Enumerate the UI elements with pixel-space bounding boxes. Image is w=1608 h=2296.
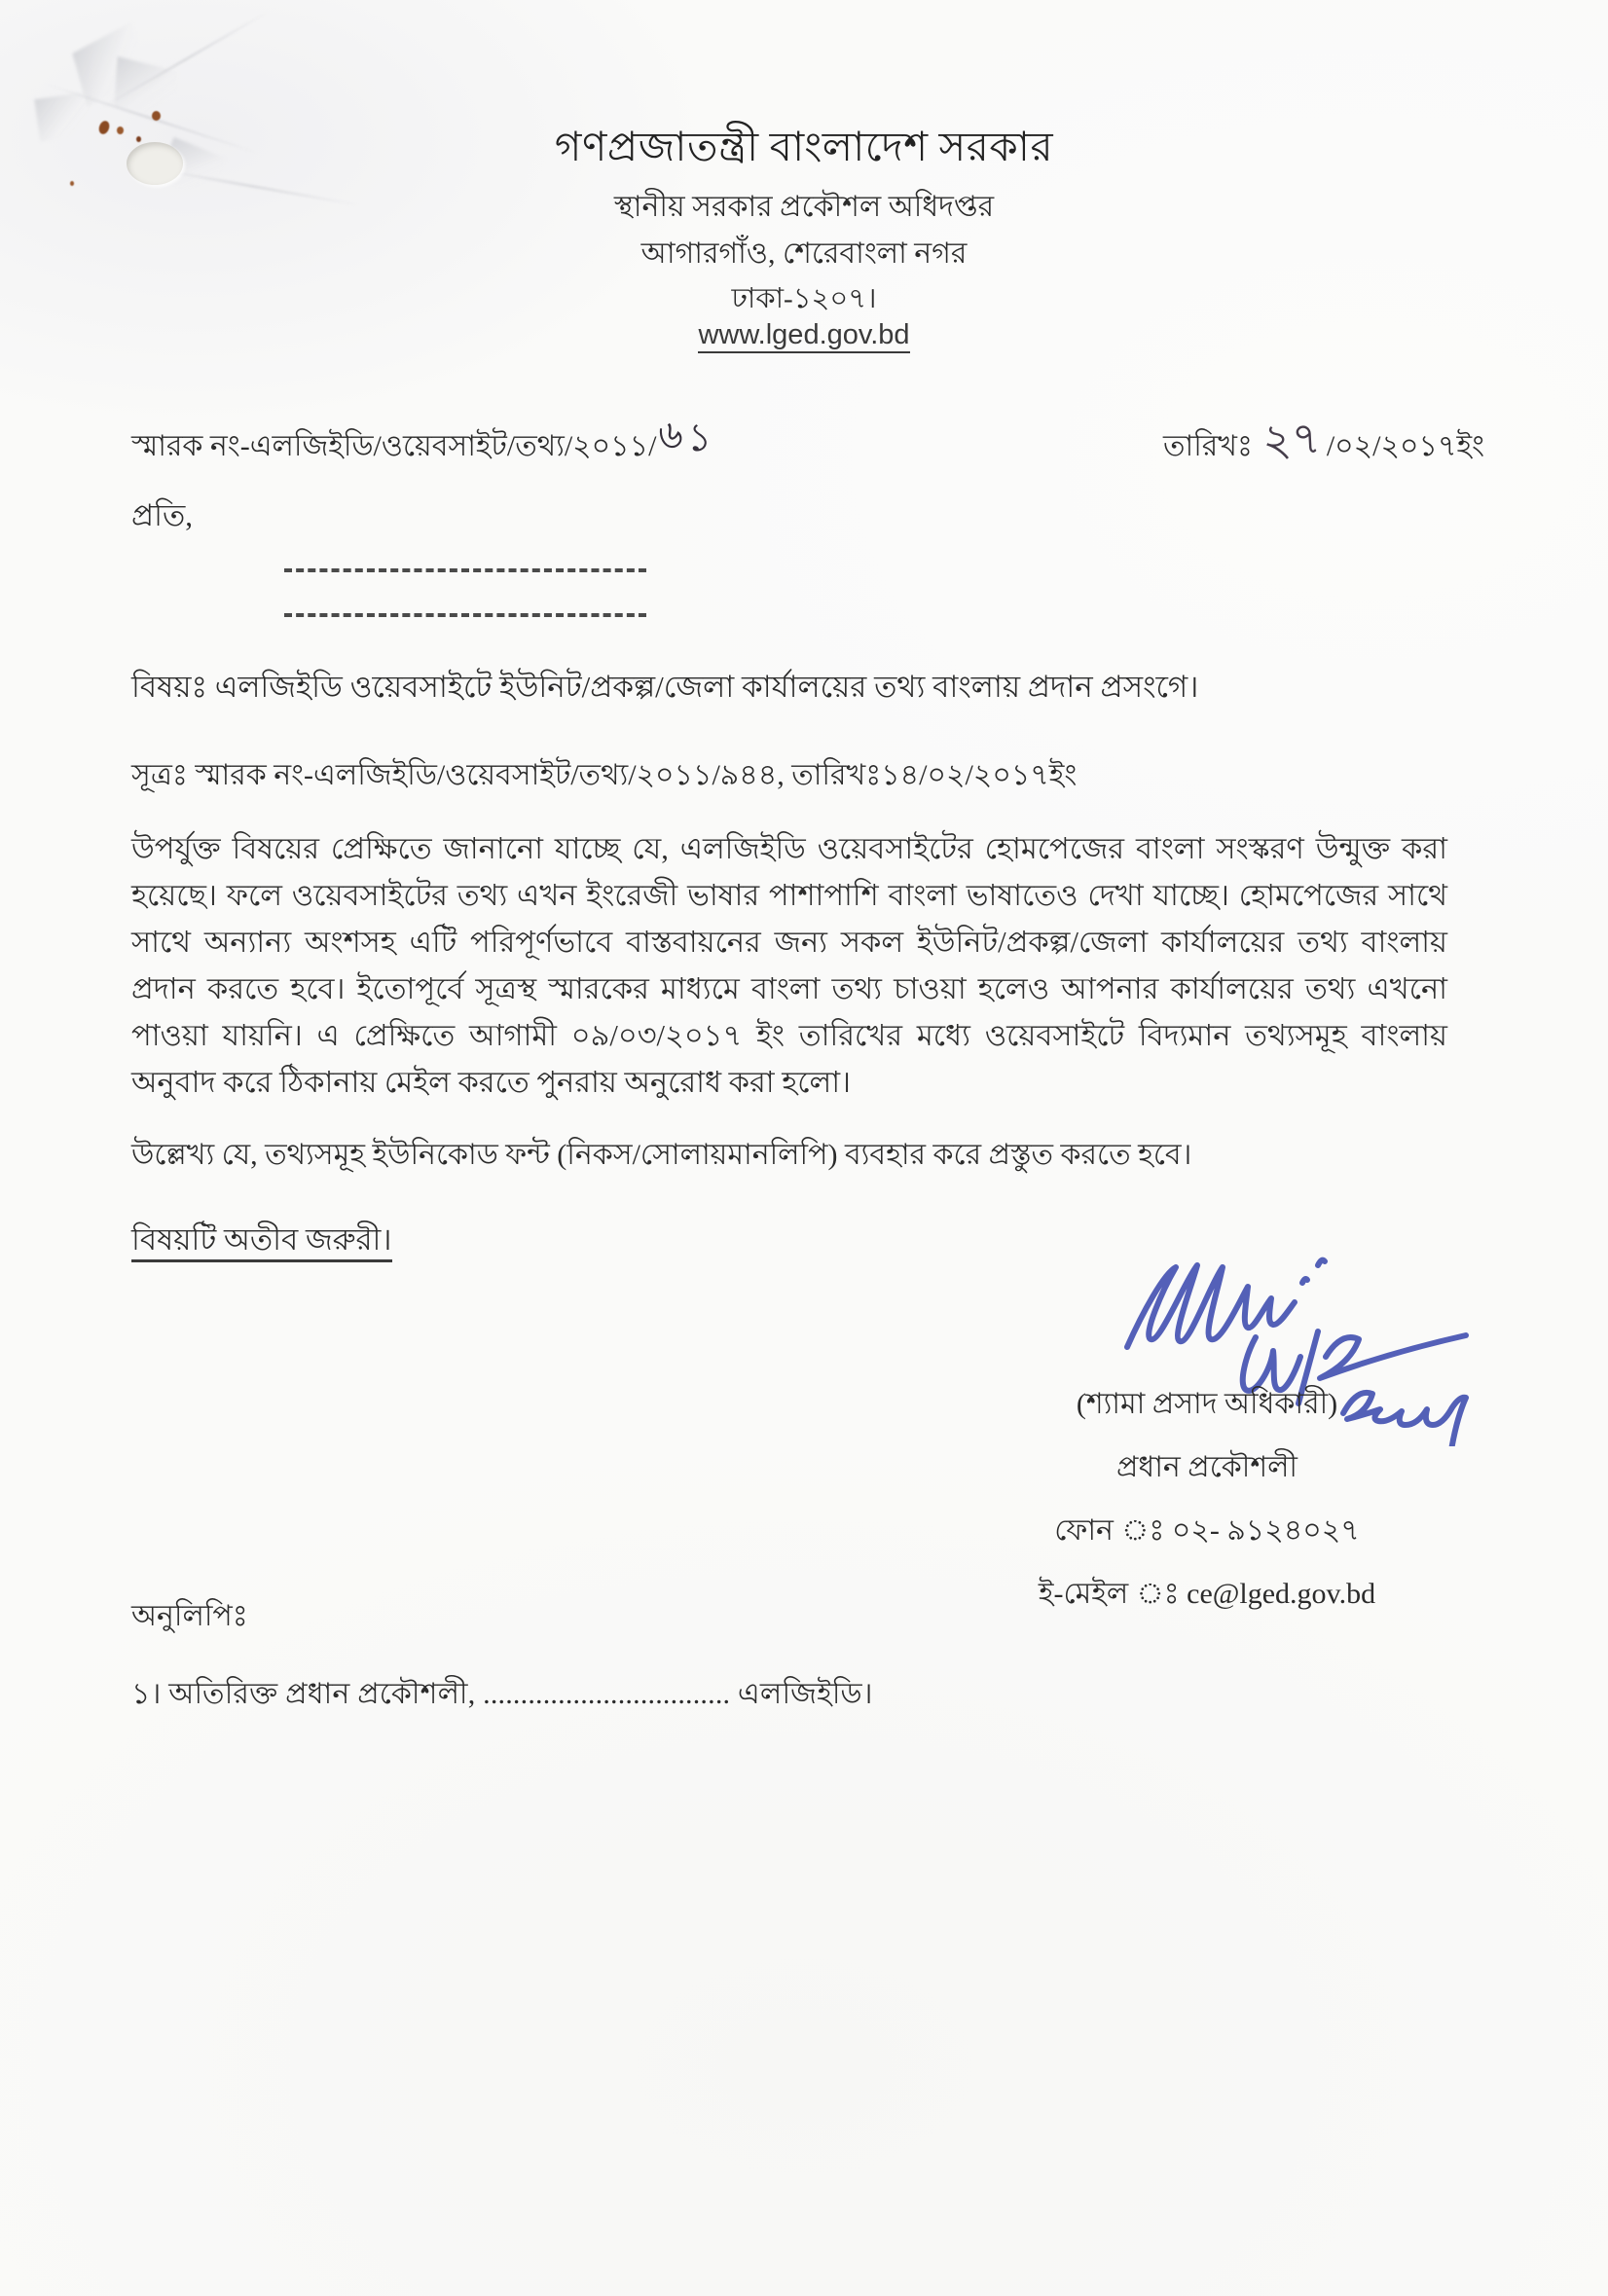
signatory-block (1022, 1380, 1392, 1633)
memo-number-label: স্মারক নং-এলজিইডি/ওয়েবসাইট/তথ্য/২০১১/ (131, 430, 657, 462)
urgent-note: বিষয়টি অতীব জরুরী। (131, 1217, 392, 1267)
website-url: www.lged.gov.bd (698, 319, 909, 353)
memo-number-line (131, 411, 719, 472)
cc-label: অনুলিপিঃ (131, 1600, 248, 1632)
recipient-blank-line-1 (284, 568, 646, 572)
cc-item-1: ১। অতিরিক্ত প্রধান প্রকৌশলী, ................................. এলজিইডি। (131, 1678, 873, 1710)
date-rest: /০২/২০১৭ইং (1326, 430, 1484, 462)
header-address-line1: আগারগাঁও, শেরেবাংলা নগর (640, 237, 968, 270)
body-paragraph: উপর্যুক্ত বিষয়ের প্রেক্ষিতে জানানো যাচ্ছে যে, এলজিইডি ওয়েবসাইটের হোমপেজের বাংলা সংস্করণ উন্মুক্ত করা হয়েছে। ফলে ওয়েবসাইটের তথ্য এখন ইংরেজী ভাষার পাশাপাশি বাংলা ভাষাতেও দেখা যাচ্ছে। হোমপেজের সাথে সাথে অন্যান্য অংশসহ এটি পরিপূর্ণভাবে বাস্তবায়নের জন্য সকল ইউনিট/প্রকল্প/জেলা কার্যালয়ের তথ্য বাংলায় প্রদান করতে হবে। ইতোপূর্বে সূত্রস্থ স্মারকের মাধ্যমে বাংলা তথ্য চাওয়া হলেও আপনার কার্যালয়ের তথ্য এখনো পাওয়া যায়নি। এ প্রেক্ষিতে আগামী ০৯/০৩/২০১৭ ইং তারিখের মধ্যে ওয়েবসাইটে বিদ্যমান তথ্যসমূহ বাংলায় অনুবাদ করে ঠিকানায় মেইল করতে পুনরায় অনুরোধ করা হলো। (131, 832, 1447, 1099)
date-label: তারিখঃ (1162, 430, 1253, 462)
signatory-phone: ফোন ঃ ০২- ৯১২৪০২৭ (1054, 1514, 1360, 1547)
header-website (0, 319, 1608, 351)
reference-line: সূত্রঃ স্মারক নং-এলজিইডি/ওয়েবসাইট/তথ্য/২০১১/৯৪৪, তারিখঃ১৪/০২/২০১৭ইং (131, 759, 1078, 791)
memo-number-handwritten: ৬১ (656, 411, 719, 463)
header-address-line2: ঢাকা-১২০৭। (731, 283, 877, 314)
date-day-handwritten: ২৭ (1261, 411, 1323, 467)
header-department: স্থানীয় সরকার প্রকৌশল অধিদপ্তর (613, 191, 995, 223)
header-government-title: গণপ্রজাতন্ত্রী বাংলাদেশ সরকার (554, 126, 1054, 170)
date-line (1162, 411, 1484, 472)
subject-line: বিষয়ঃ এলজিইডি ওয়েবসাইটে ইউনিট/প্রকল্প/জেলা কার্যালয়ের তথ্য বাংলায় প্রদান প্রসংগে। (131, 670, 1199, 704)
recipient-blank-line-2 (284, 613, 646, 617)
recipient-label: প্রতি, (131, 498, 194, 532)
signatory-designation: প্রধান প্রকৌশলী (1115, 1451, 1298, 1483)
signatory-email: ই-মেইল ঃ ce@lged.gov.bd (1038, 1578, 1376, 1610)
unicode-font-note: উল্লেখ্য যে, তথ্যসমূহ ইউনিকোড ফন্ট (নিকস/সোলায়মানলিপি) ব্যবহার করে প্রস্তুত করতে হবে। (131, 1139, 1192, 1171)
signatory-name: (শ্যামা প্রসাদ অধিকারী) (1076, 1388, 1338, 1420)
memo-date-row (131, 411, 1484, 472)
